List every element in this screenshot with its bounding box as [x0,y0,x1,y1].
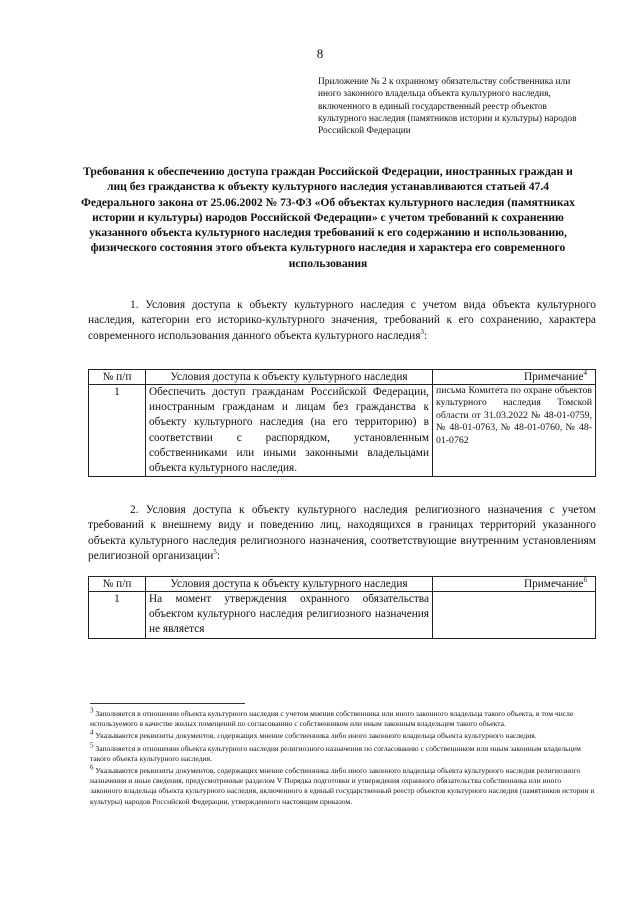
row-number: 1 [89,385,146,477]
section-2-tail: : [216,550,221,563]
header-note-label: Примечание [523,578,584,590]
section-1-text: 1. Условия доступа к объекту культурного наследия с учетом вида объекта культурного наследия, категории его историко-культурного значения, требований к его сохранению, характера современного использования данного объекта культурного наследия [88,299,596,342]
footnote-ref-3[interactable]: 3 [420,328,424,337]
row-condition: На момент утверждения охранного обязательства объектом культурного наследия религиозного назначения не является [146,592,433,639]
footnote-divider [90,703,245,704]
footnote-text: Заполняется в отношении объекта культурного наследия с учетом мнения собственника или иного законного владельца такого объекта, в том числе используемого в качестве жилых помещений по согласованию с собственником или иным законным владельцем такого объекта. [90,709,574,729]
section-2-text: 2. Условия доступа к объекту культурного наследия религиозного назначения с учетом требований к внешнему виду и поведению лиц, находящихся в границах территорий указанного объекта культурного наследия религиозного назначения, соответствующие внутренним установлениям религиозной организации [88,504,596,563]
header-number: № п/п [89,370,146,385]
footnote-text: Заполняется в отношении объекта культурного наследия религиозного назначения по согласованию с собственником или иным законным владельцем такого объекта культурного наследия. [90,743,581,763]
table-row [89,592,596,639]
access-conditions-table [88,369,596,477]
table-header-row [89,370,596,385]
footnote-mark: 3 [90,706,94,715]
row-note [433,592,596,639]
header-note [433,577,596,592]
religious-access-conditions-table [88,576,596,639]
footnote-3 [90,706,595,729]
header-conditions: Условия доступа к объекту культурного наследия [146,370,433,385]
page-number: 8 [316,46,324,61]
header-note-label: Примечание [523,371,584,383]
appendix-note: Приложение № 2 к охранному обязательству собственника или иного законного владельца объекта культурного наследия, включенного в единый государственный реестр объектов культурного наследия (памятников истории и культуры) народов Российской Федерации [318,77,577,137]
table-row [89,385,596,477]
row-note: письма Комитета по охране объектов культурного наследия Томской области от 31.03.2022 № 48-01-0759, № 48-01-0763, № 48-01-0760, № 48-01-0762 [433,385,596,477]
footnote-ref-4[interactable]: 4 [583,369,587,378]
footnote-text: Указываются реквизиты документов, содержащих мнение собственника либо иного законного владельца объекта культурного наследия. [95,731,537,741]
header-conditions: Условия доступа к объекту культурного наследия [146,577,433,592]
header-note [433,370,596,385]
row-number: 1 [89,592,146,639]
document-title: Требования к обеспечению доступа граждан Российской Федерации, иностранных граждан и лиц без гражданства к объекту культурного наследия устанавливаются статьей 47.4 Федерального закона от 25.06.2002 № 73-ФЗ «Об объектах культурного наследия (памятниках истории и культуры) народов Российской Федерации» с учетом требований к сохранению указанного объекта культурного наследия требований к его содержанию и использованию, физического состояния этого объекта культурного наследия и характера его современного использования [81,165,575,270]
footnote-mark: 6 [90,763,94,772]
table-header-row [89,577,596,592]
footnote-text: Указываются реквизиты документов, содержащих мнение собственника либо иного законного владельца объекта культурного наследия религиозного назначения и иные сведения, предусмотренные разделом V Порядка подготовки и утверждения охранного обязательства собственника или иного законного владельца объекта культурного наследия, включенного в единый государственный реестр объектов культурного наследия (памятников истории и культуры) народов Российской Федерации, утвержденного настоящим приказом. [90,766,595,806]
footnote-ref-5[interactable]: 5 [213,548,217,557]
footnote-mark: 4 [90,728,94,737]
footnote-5 [90,741,595,764]
row-condition: Обеспечить доступ гражданам Российской Федерации, иностранным гражданам и лицам без гражданства к объекту культурного наследия (на его территорию) в соответствии с распорядком, установленным собственниками или иными законными владельцами объекта культурного наследия. [146,385,433,477]
header-number: № п/п [89,577,146,592]
footnote-4 [90,728,595,741]
section-1-paragraph: 1. Условия доступа к объекту культурного наследия с учетом вида объекта культурного наследия, категории его историко-культурного значения, требований к его сохранению, характера современного использования данного объекта культурного наследия$^3$: [88,299,596,342]
section-2-paragraph [88,503,596,565]
footnote-6 [90,763,595,807]
footnotes [90,706,595,809]
footnote-mark: 5 [90,741,94,750]
footnote-ref-6[interactable]: 6 [583,576,587,585]
